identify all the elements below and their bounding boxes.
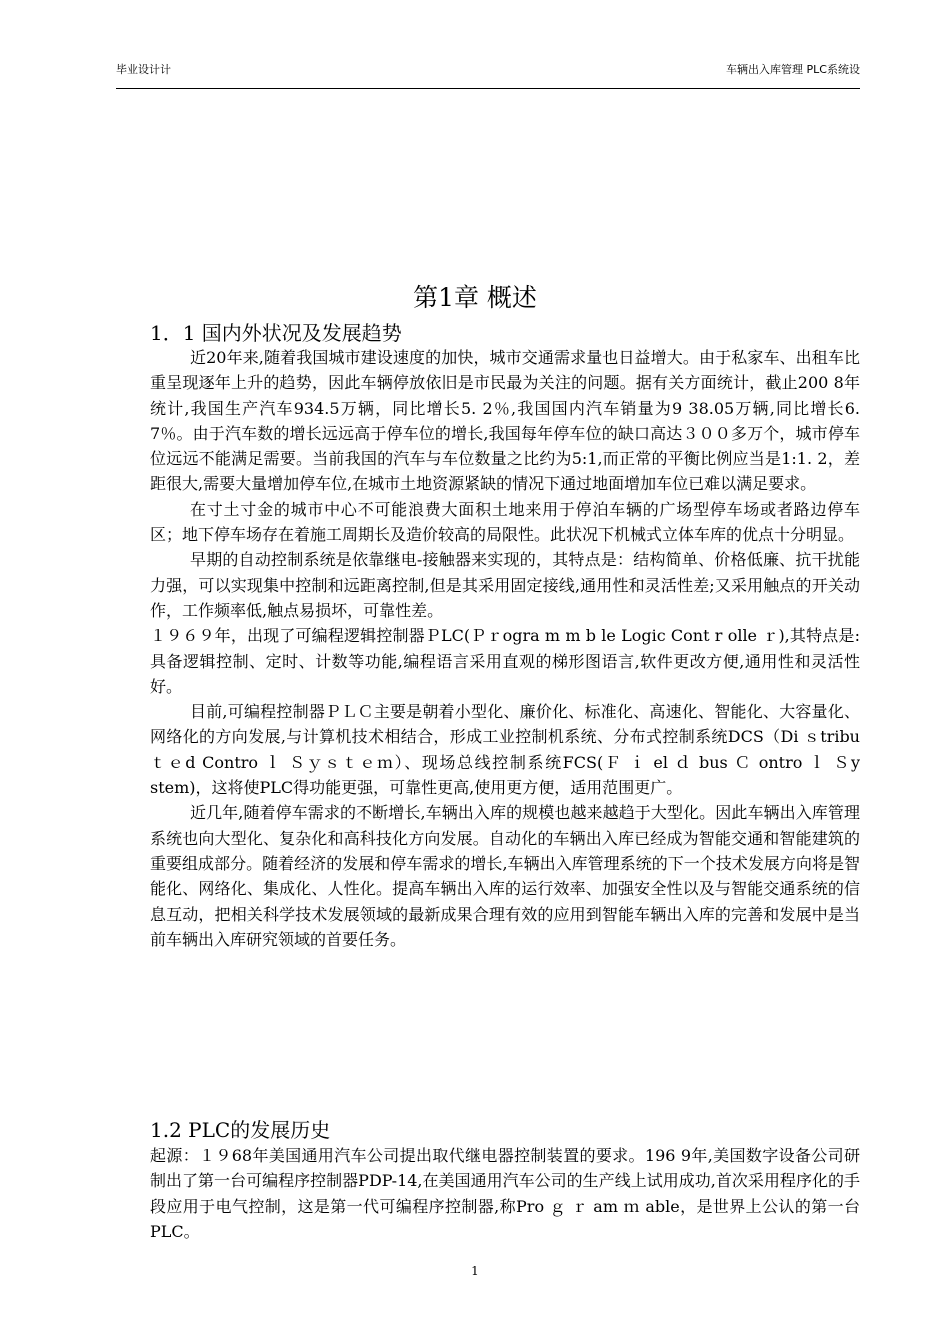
paragraph: 目前,可编程控制器ＰＬＣ主要是朝着小型化、廉价化、标准化、高速化、智能化、大容量化、网络化的方向发展,与计算机技术相结合，形成工业控制机系统、分布式控制系统DCS（Di ｓtribu ｔｅd Contro ｌ Ｓｙｓｔｅｍ）、现场总线控制系统FCS(Ｆ ｉ el ｄ bus Ｃ ontro ｌ Ｓy stem)，这将使PLC得功能更强，可靠性更高,使用更方便，适用范围更广。 — [150, 702, 860, 798]
section-body — [150, 345, 860, 952]
page-number: 1 — [471, 1264, 479, 1278]
paragraph: 早期的自动控制系统是依靠继电-接触器来实现的，其特点是：结构简单、价格低廉、抗干扰能力强，可以实现集中控制和远距离控制,但是其采用固定接线,通用性和灵活性差;又采用触点的开关动作，工作频率低,触点易损坏，可靠性差。 — [150, 550, 860, 620]
paragraph: 起源：１９68年美国通用汽车公司提出取代继电器控制装置的要求。196 9年,美国数字设备公司研制出了第一台可编程序控制器PDP-14,在美国通用汽车公司的生产线上试用成功,首次采用程序化的手段应用于电气控制，这是第一代可编程序控制器,称Pro ｇ ｒ am ｍ able，是世界上公认的第一台PLC。 — [150, 1146, 860, 1241]
section-body — [150, 1143, 860, 1244]
chapter-title: 第1章 概述 — [413, 283, 537, 312]
paragraph: １９６９年，出现了可编程逻辑控制器ＰLC(Ｐｒogra m m b le Logic Cont r olle ｒ),其特点是:具备逻辑控制、定时、计数等功能,编程语言采用直观的梯形图语言,软件更改方便,通用性和灵活性好。 — [150, 626, 860, 696]
paragraph: 近几年,随着停车需求的不断增长,车辆出入库的规模也越来越趋于大型化。因此车辆出入库管理系统也向大型化、复杂化和高科技化方向发展。自动化的车辆出入库已经成为智能交通和智能建筑的重要组成部分。随着经济的发展和停车需求的增长,车辆出入库管理系统的下一个技术发展方向将是智能化、网络化、集成化、人性化。提高车辆出入库的运行效率、加强安全性以及与智能交通系统的信息互动，把相关科学技术发展领域的最新成果合理有效的应用到智能车辆出入库的完善和发展中是当前车辆出入库研究领域的首要任务。 — [150, 803, 860, 949]
header-rule — [116, 88, 860, 89]
header-left: 毕业设计计 — [116, 63, 171, 76]
section-heading: 1．1 国内外状况及发展趋势 — [150, 321, 402, 345]
section-heading: 1.2 PLC的发展历史 — [150, 1118, 331, 1142]
paragraph: 近20年来,随着我国城市建设速度的加快，城市交通需求量也日益增大。由于私家车、出租车比重呈现逐年上升的趋势，因此车辆停放依旧是市民最为关注的问题。据有关方面统计，截止200 8年统计,我国生产汽车934.5万辆，同比增长5. 2％,我国国内汽车销量为9 38.05万辆,同比增长6. 7％。由于汽车数的增长远远高于停车位的增长,我国每年停车位的缺口高达３００多万个，城市停车位远远不能满足需要。当前我国的汽车与车位数量之比约为5:1,而正常的平衡比例应当是1:1. 2，差距很大,需要大量增加停车位,在城市土地资源紧缺的情况下通过地面增加车位已难以满足要求。 — [150, 348, 860, 494]
paragraph: 在寸土寸金的城市中心不可能浪费大面积土地来用于停泊车辆的广场型停车场或者路边停车区；地下停车场存在着施工周期长及造价较高的局限性。此状况下机械式立体车库的优点十分明显。 — [150, 499, 860, 545]
header-right: 车辆出入库管理 PLC系统设 — [726, 63, 860, 76]
